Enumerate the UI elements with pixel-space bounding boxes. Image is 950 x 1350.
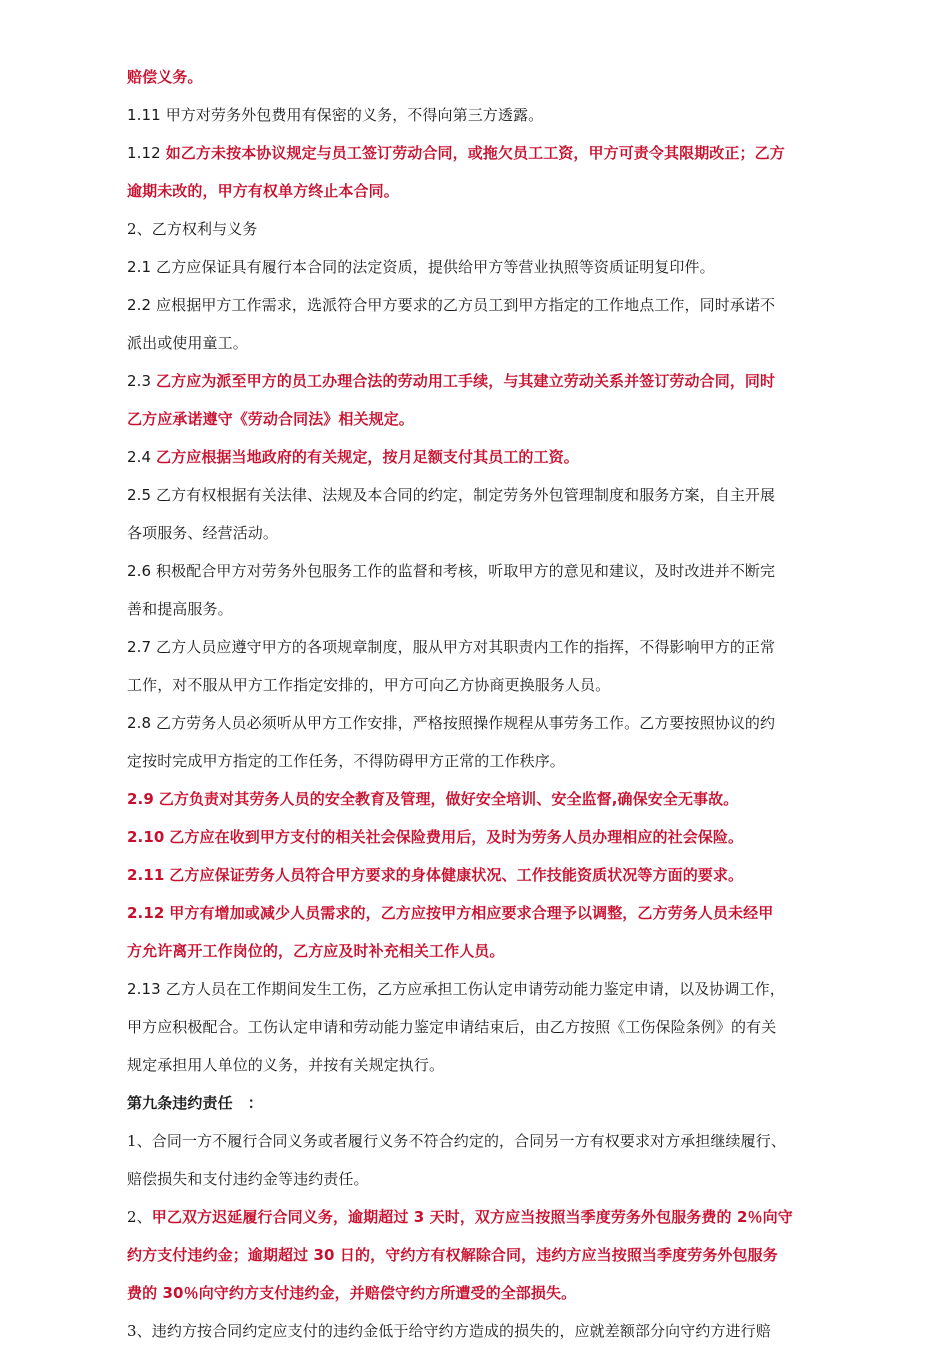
- clause-text: 赔偿损失和支付违约金等违约责任。: [127, 1170, 369, 1188]
- clause-text: 规定承担用人单位的义务，并按有关规定执行。: [127, 1056, 445, 1074]
- clause-number: 2、: [127, 1208, 152, 1226]
- paragraph-line: [127, 1008, 829, 1046]
- clause-number: 1.11: [127, 106, 161, 124]
- paragraph-5: [127, 248, 829, 286]
- paragraph-line: [127, 856, 829, 894]
- paragraph-21: [127, 1312, 829, 1350]
- paragraph-line: [127, 590, 829, 628]
- paragraph-20: [127, 1198, 829, 1312]
- paragraph-15: [127, 856, 829, 894]
- paragraph-line: [127, 324, 829, 362]
- paragraph-line: [127, 134, 829, 172]
- paragraph-line: [127, 1122, 829, 1160]
- clause-number: 2.9: [127, 790, 154, 808]
- paragraph-17: [127, 970, 829, 1084]
- paragraph-13: [127, 780, 829, 818]
- paragraph-line: [127, 210, 829, 248]
- paragraph-line: [127, 552, 829, 590]
- paragraph-line: [127, 1160, 829, 1198]
- paragraph-line: [127, 400, 829, 438]
- paragraph-11: [127, 628, 829, 704]
- paragraph-line: [127, 1236, 829, 1274]
- clause-text: 乙方应承诺遵守《劳动合同法》相关规定。: [127, 410, 414, 428]
- clause-text: 派出或使用童工。: [127, 334, 248, 352]
- paragraph-line: [127, 286, 829, 324]
- paragraph-18: [127, 1084, 829, 1122]
- paragraph-line: [127, 362, 829, 400]
- paragraph-line: [127, 248, 829, 286]
- clause-number: 2.10: [127, 828, 165, 846]
- clause-number: 2.1: [127, 258, 152, 276]
- paragraph-line: [127, 780, 829, 818]
- clause-number: 2.7: [127, 638, 152, 656]
- clause-number: 2.2: [127, 296, 152, 314]
- paragraph-line: [127, 932, 829, 970]
- clause-number: 2.11: [127, 866, 165, 884]
- paragraph-line: [127, 438, 829, 476]
- clause-text: 乙方应保证劳务人员符合甲方要求的身体健康状况、工作技能资质状况等方面的要求。: [169, 866, 744, 884]
- paragraph-line: [127, 172, 829, 210]
- clause-text: 乙方应为派至甲方的员工办理合法的劳动用工手续，与其建立劳动关系并签订劳动合同，同时: [156, 372, 776, 390]
- paragraph-line: [127, 742, 829, 780]
- paragraph-line: [127, 970, 829, 1008]
- clause-text: 乙方人员应遵守甲方的各项规章制度，服从甲方对其职责内工作的指挥，不得影响甲方的正常: [156, 638, 776, 656]
- clause-number: 2.3: [127, 372, 152, 390]
- paragraph-line: [127, 894, 829, 932]
- paragraph-1: [127, 58, 829, 96]
- clause-text: 逾期未改的，甲方有权单方终止本合同。: [127, 182, 399, 200]
- paragraph-12: [127, 704, 829, 780]
- clause-text: 乙方应根据当地政府的有关规定，按月足额支付其员工的工资。: [156, 448, 579, 466]
- paragraph-6: [127, 286, 829, 362]
- clause-text: 积极配合甲方对劳务外包服务工作的监督和考核，听取甲方的意见和建议，及时改进并不断完: [156, 562, 776, 580]
- clause-text: 3、违约方按合同约定应支付的违约金低于给守约方造成的损失的，应就差额部分向守约方进行赔: [127, 1322, 771, 1340]
- paragraph-line: [127, 818, 829, 856]
- paragraph-line: [127, 1084, 829, 1122]
- paragraph-line: [127, 1046, 829, 1084]
- document-body: [127, 58, 829, 1350]
- clause-text: 甲乙双方迟延履行合同义务，逾期超过 3 天时，双方应当按照当季度劳务外包服务费的 2％向守: [151, 1208, 793, 1226]
- clause-text: 应根据甲方工作需求，选派符合甲方要求的乙方员工到甲方指定的工作地点工作，同时承诺不: [156, 296, 776, 314]
- clause-text: 工作，对不服从甲方工作指定安排的，甲方可向乙方协商更换服务人员。: [127, 676, 611, 694]
- clause-text: 1、合同一方不履行合同义务或者履行义务不符合约定的，合同另一方有权要求对方承担继续履行、: [127, 1132, 786, 1150]
- paragraph-line: [127, 1198, 829, 1236]
- clause-text: 甲方有增加或减少人员需求的，乙方应按甲方相应要求合理予以调整，乙方劳务人员未经甲: [169, 904, 774, 922]
- clause-text: 甲方应积极配合。工伤认定申请和劳动能力鉴定申请结束后，由乙方按照《工伤保险条例》的有关: [127, 1018, 777, 1036]
- clause-text: 乙方应在收到甲方支付的相关社会保险费用后，及时为劳务人员办理相应的社会保险。: [169, 828, 744, 846]
- clause-number: 2.13: [127, 980, 161, 998]
- paragraph-line: [127, 58, 829, 96]
- clause-text: 如乙方未按本协议规定与员工签订劳动合同，或拖欠员工工资，甲方可责令其限期改正；乙方: [165, 144, 785, 162]
- paragraph-8: [127, 438, 829, 476]
- clause-text: 乙方负责对其劳务人员的安全教育及管理，做好安全培训、安全监督,确保安全无事故。: [158, 790, 739, 808]
- clause-text: 乙方有权根据有关法律、法规及本合同的约定，制定劳务外包管理制度和服务方案，自主开展: [156, 486, 776, 504]
- clause-number: 2.8: [127, 714, 152, 732]
- paragraph-line: [127, 514, 829, 552]
- clause-text: 第九条违约责任 ：: [127, 1094, 263, 1112]
- paragraph-10: [127, 552, 829, 628]
- paragraph-9: [127, 476, 829, 552]
- paragraph-4: [127, 210, 829, 248]
- paragraph-16: [127, 894, 829, 970]
- paragraph-line: [127, 96, 829, 134]
- clause-text: 约方支付违约金；逾期超过 30 日的，守约方有权解除合同，违约方应当按照当季度劳务外包服务: [127, 1246, 778, 1264]
- clause-text: 乙方人员在工作期间发生工伤，乙方应承担工伤认定申请劳动能力鉴定申请，以及协调工作，: [165, 980, 785, 998]
- paragraph-14: [127, 818, 829, 856]
- paragraph-line: [127, 1274, 829, 1312]
- clause-number: 2.6: [127, 562, 152, 580]
- paragraph-line: [127, 666, 829, 704]
- clause-text: 乙方劳务人员必须听从甲方工作安排，严格按照操作规程从事劳务工作。乙方要按照协议的约: [156, 714, 776, 732]
- paragraph-7: [127, 362, 829, 438]
- paragraph-3: [127, 134, 829, 210]
- clause-text: 甲方对劳务外包费用有保密的义务，不得向第三方透露。: [165, 106, 544, 124]
- paragraph-line: [127, 1312, 829, 1350]
- clause-number: 1.12: [127, 144, 161, 162]
- paragraph-19: [127, 1122, 829, 1198]
- clause-text: 赔偿义务。: [127, 68, 203, 86]
- clause-number: 2.5: [127, 486, 152, 504]
- paragraph-2: [127, 96, 829, 134]
- paragraph-line: [127, 704, 829, 742]
- clause-number: 2.4: [127, 448, 152, 466]
- clause-text: 方允许离开工作岗位的，乙方应及时补充相关工作人员。: [127, 942, 505, 960]
- clause-text: 善和提高服务。: [127, 600, 233, 618]
- clause-text: 2、乙方权利与义务: [127, 220, 258, 238]
- clause-text: 乙方应保证具有履行本合同的法定资质，提供给甲方等营业执照等资质证明复印件。: [156, 258, 715, 276]
- clause-number: 2.12: [127, 904, 165, 922]
- paragraph-line: [127, 628, 829, 666]
- clause-text: 费的 30％向守约方支付违约金，并赔偿守约方所遭受的全部损失。: [127, 1284, 577, 1302]
- clause-text: 定按时完成甲方指定的工作任务，不得防碍甲方正常的工作秩序。: [127, 752, 565, 770]
- paragraph-line: [127, 476, 829, 514]
- clause-text: 各项服务、经营活动。: [127, 524, 279, 542]
